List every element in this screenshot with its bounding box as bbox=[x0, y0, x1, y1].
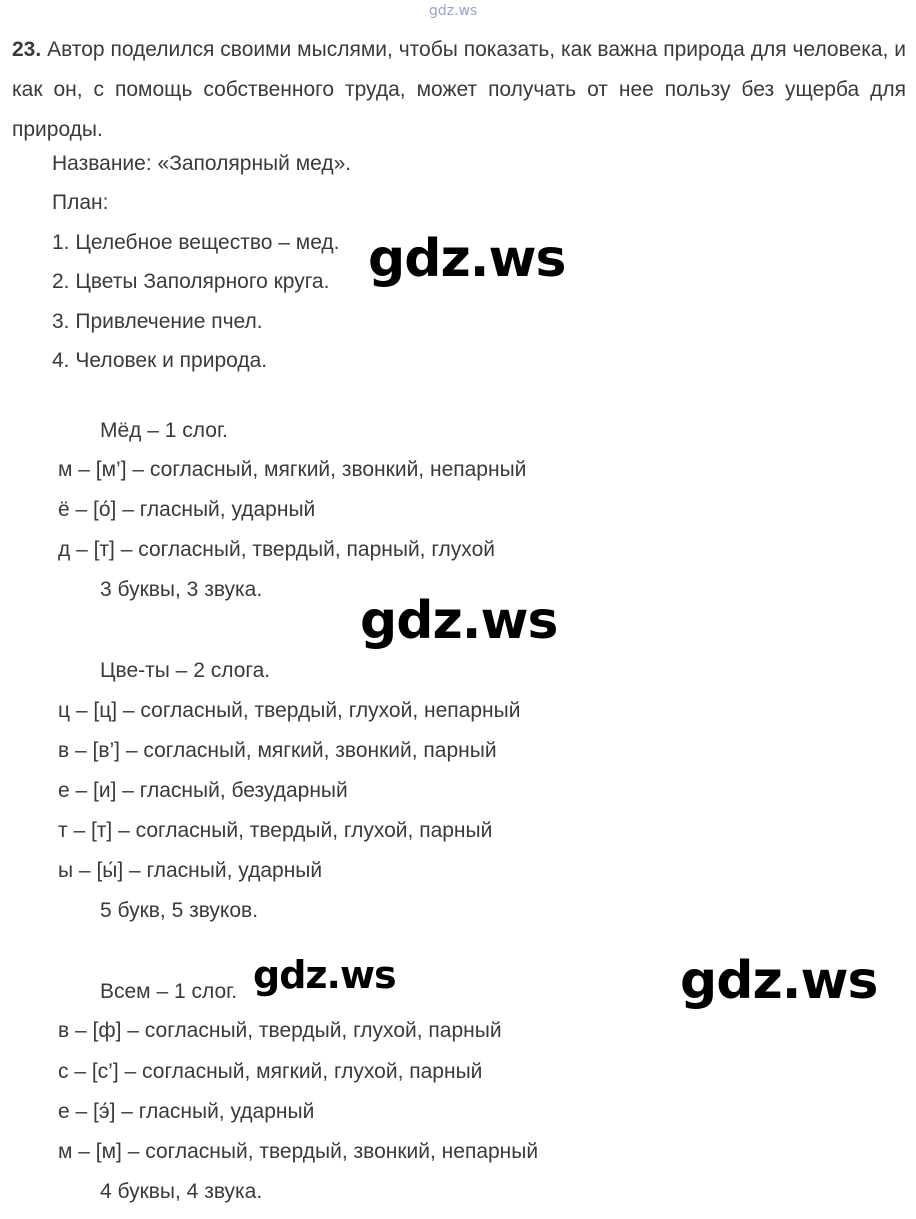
letters-sounds-summary: 3 буквы, 3 звука. bbox=[100, 578, 263, 601]
task-text: Автор поделился своими мыслями, чтобы показать, как важна природа для человека, и как он, с помощь собственного труда, может получать от нее пользу без ущерба для природы. bbox=[12, 38, 906, 141]
sound-row: с – [с’] – согласный, мягкий, глухой, парный bbox=[58, 1060, 483, 1083]
word-syllables: Всем – 1 слог. bbox=[100, 980, 238, 1003]
sound-row: е – [э́] – гласный, ударный bbox=[58, 1100, 315, 1123]
plan-item: 3. Привлечение пчел. bbox=[52, 310, 263, 333]
sound-row: м – [м’] – согласный, мягкий, звонкий, непарный bbox=[58, 458, 527, 481]
title-line: Название: «Заполярный мед». bbox=[52, 152, 352, 175]
sound-row: ы – [ы́] – гласный, ударный bbox=[58, 859, 323, 882]
sound-row: е – [и] – гласный, безударный bbox=[58, 779, 348, 802]
plan-label: План: bbox=[52, 191, 109, 214]
watermark: gdz.ws bbox=[680, 951, 878, 1011]
watermark: gdz.ws bbox=[253, 953, 396, 997]
sound-row: ё – [о́] – гласный, ударный bbox=[58, 498, 316, 521]
sound-row: т – [т] – согласный, твердый, глухой, парный bbox=[58, 819, 493, 842]
header-watermark: gdz.ws bbox=[429, 3, 478, 19]
word-syllables: Мёд – 1 слог. bbox=[100, 419, 228, 442]
sound-row: в – [в’] – согласный, мягкий, звонкий, парный bbox=[58, 739, 497, 762]
watermark: gdz.ws bbox=[360, 591, 558, 651]
task-paragraph bbox=[12, 30, 906, 150]
sound-row: в – [ф] – согласный, твердый, глухой, парный bbox=[58, 1019, 502, 1042]
word-syllables: Цве-ты – 2 слога. bbox=[100, 659, 271, 682]
plan-item: 1. Целебное вещество – мед. bbox=[52, 231, 340, 254]
sound-row: м – [м] – согласный, твердый, звонкий, непарный bbox=[58, 1140, 539, 1163]
sound-row: д – [т] – согласный, твердый, парный, глухой bbox=[58, 538, 495, 561]
letters-sounds-summary: 4 буквы, 4 звука. bbox=[100, 1180, 263, 1203]
plan-item: 4. Человек и природа. bbox=[52, 349, 268, 372]
plan-item: 2. Цветы Заполярного круга. bbox=[52, 270, 330, 293]
letters-sounds-summary: 5 букв, 5 звуков. bbox=[100, 899, 259, 922]
task-number: 23. bbox=[12, 38, 42, 61]
watermark: gdz.ws bbox=[368, 229, 566, 289]
sound-row: ц – [ц] – согласный, твердый, глухой, непарный bbox=[58, 699, 521, 722]
